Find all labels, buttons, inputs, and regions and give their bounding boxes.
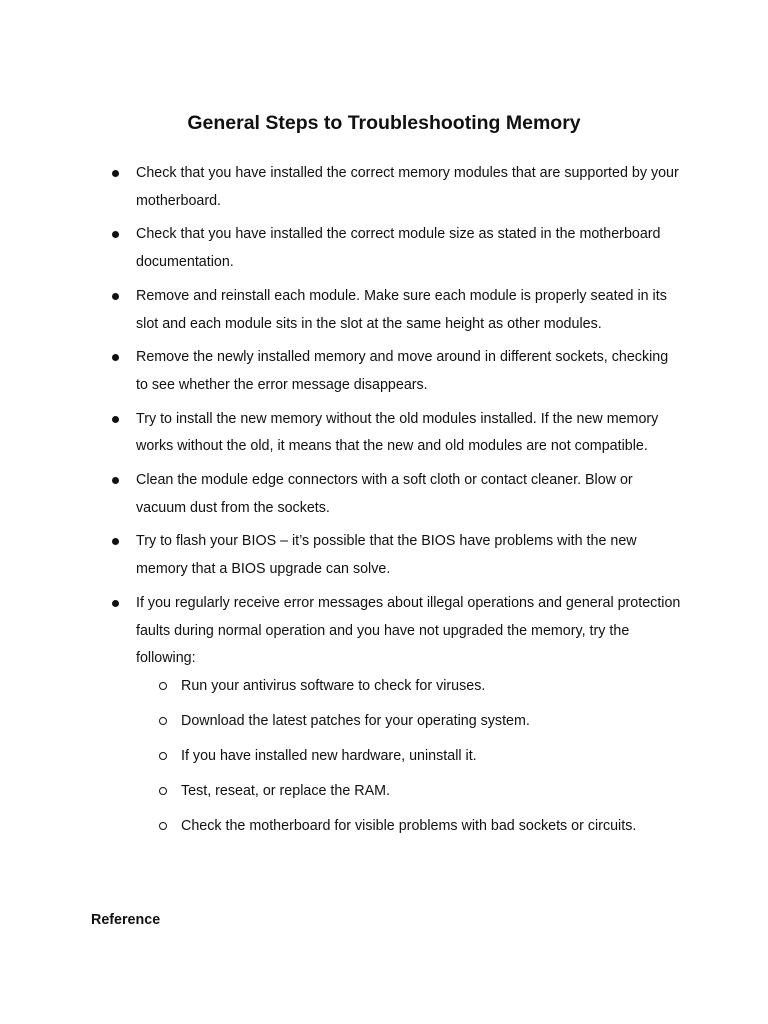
page-title: General Steps to Troubleshooting Memory — [187, 112, 581, 134]
bullet-icon — [112, 477, 119, 484]
list-item — [0, 344, 681, 399]
step-text: Remove and reinstall each module. Make sure each module is properly seated in its slot and each module sits in the slot at the same height as other modules. — [136, 287, 667, 332]
bullet-icon — [112, 293, 119, 300]
sub-step-text: Check the motherboard for visible problems with bad sockets or circuits. — [181, 817, 637, 834]
step-text: Remove the newly installed memory and move around in different sockets, checking to see whether the error message disappears. — [136, 349, 669, 393]
sub-step-text: Download the latest patches for your operating system. — [181, 712, 530, 729]
reference-heading: Reference — [91, 912, 161, 928]
list-item — [0, 406, 681, 461]
step-text: Clean the module edge connectors with a soft cloth or contact cleaner. Blow or vacuum dust from the sockets. — [136, 472, 633, 516]
bullet-icon — [112, 416, 119, 423]
circle-bullet-icon — [159, 682, 167, 690]
list-item — [0, 467, 681, 522]
sub-list-item — [136, 746, 681, 766]
step-text: Check that you have installed the correct module size as stated in the motherboard documentation. — [136, 226, 661, 271]
sub-step-text: Run your antivirus software to check for viruses. — [181, 677, 486, 694]
sub-step-text: Test, reseat, or replace the RAM. — [181, 782, 390, 799]
step-text: Try to install the new memory without the old modules installed. If the new memory works without the old, it means that the new and old modules are not compatible. — [136, 410, 659, 455]
bullet-icon — [112, 231, 119, 238]
circle-bullet-icon — [159, 752, 167, 760]
bullet-icon — [112, 170, 119, 177]
step-text: If you regularly receive error messages about illegal operations and general protection faults during normal operation and you have not upgraded the memory, try the following: — [136, 594, 681, 667]
sub-steps-list — [136, 676, 681, 836]
circle-bullet-icon — [159, 717, 167, 725]
list-item — [0, 590, 681, 836]
sub-list-item — [136, 816, 681, 836]
step-text: Check that you have installed the correct memory modules that are supported by your motherboard. — [136, 165, 679, 209]
list-item — [0, 221, 681, 276]
circle-bullet-icon — [159, 787, 167, 795]
list-item — [0, 528, 681, 583]
sub-list-item — [136, 676, 681, 696]
sub-list-item — [136, 781, 681, 801]
troubleshooting-steps-list — [0, 160, 768, 851]
sub-list-item — [136, 711, 681, 731]
list-item — [0, 160, 681, 215]
sub-step-text: If you have installed new hardware, uninstall it. — [181, 747, 477, 764]
circle-bullet-icon — [159, 822, 167, 830]
step-text: Try to flash your BIOS – it’s possible that the BIOS have problems with the new memory that a BIOS upgrade can solve. — [136, 533, 637, 578]
bullet-icon — [112, 600, 119, 607]
list-item — [0, 283, 681, 338]
bullet-icon — [112, 354, 119, 361]
bullet-icon — [112, 538, 119, 545]
